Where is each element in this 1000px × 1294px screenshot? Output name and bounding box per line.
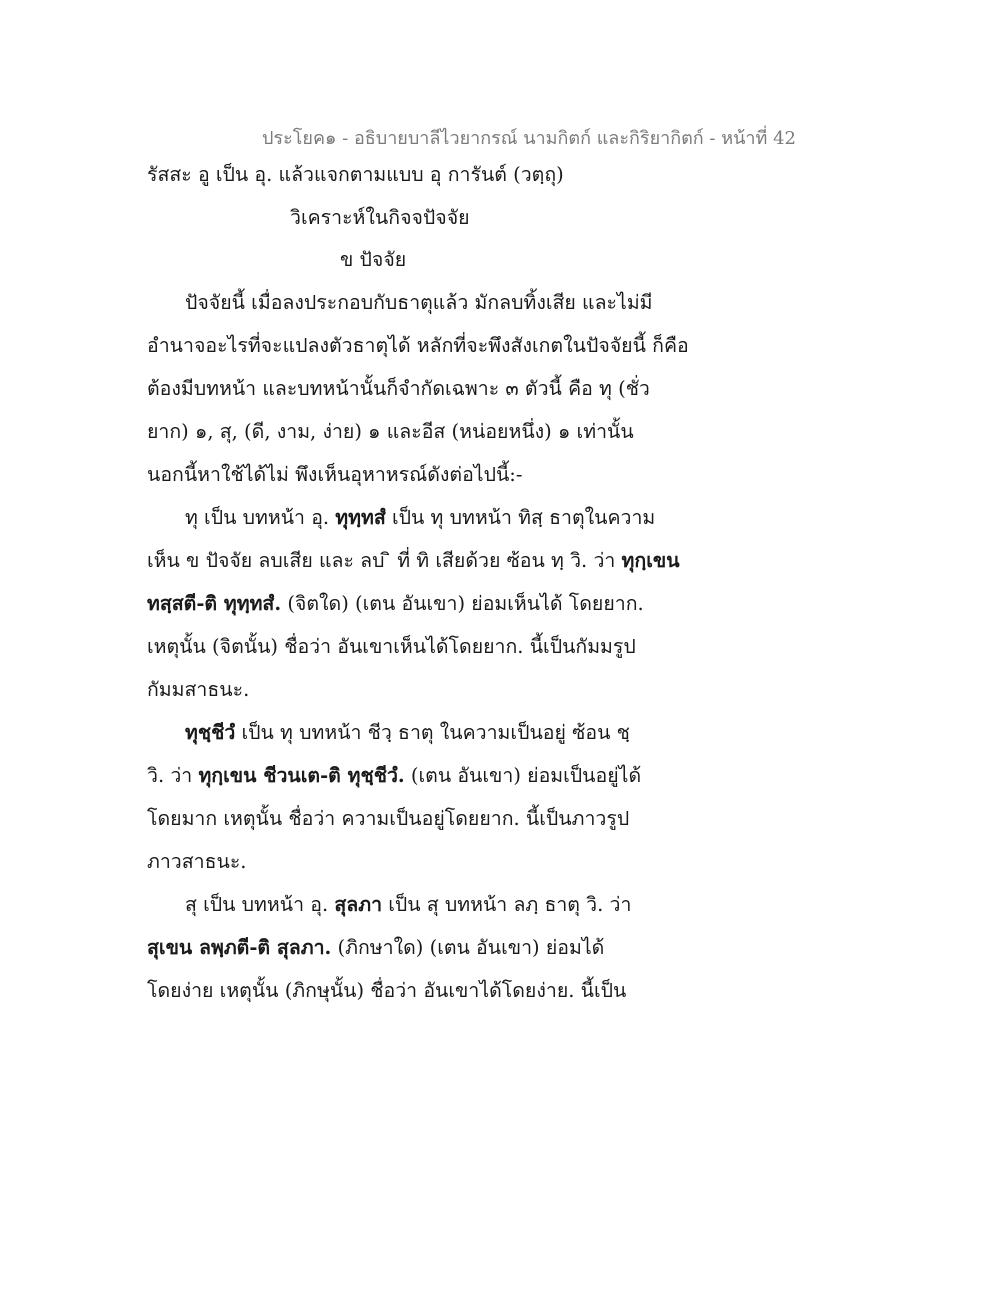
text-line <box>147 935 604 961</box>
section-heading <box>290 205 470 231</box>
text-line <box>147 806 629 832</box>
text-line <box>147 591 644 617</box>
text-run: เป็น ทุ บทหน้า ทิสฺ ธาตุในความ <box>385 506 656 529</box>
text-line <box>147 462 522 488</box>
text-run: วิ. ว่า <box>147 764 199 787</box>
bold-term: ทุกฺเขน ชีวนเต-ติ ทุชฺชีวํ. <box>198 764 405 787</box>
text-run: ต้องมีบทหน้า และบทหน้านั้นก็จำกัดเฉพาะ ๓ ตัวนี้ คือ ทุ (ชั่ว <box>147 377 650 400</box>
text-line <box>185 290 653 316</box>
text-line <box>147 978 626 1004</box>
bold-term: สุเขน ลพฺภตี-ติ สุลภา. <box>147 936 332 959</box>
text-run: ปัจจัยนี้ เมื่อลงประกอบกับธาตุแล้ว มักลบทิ้งเสีย และไม่มี <box>185 291 653 314</box>
text-run: เป็น สุ บทหน้า ลภฺ ธาตุ วิ. ว่า <box>382 893 632 916</box>
text-run: ข ปัจจัย <box>340 248 407 271</box>
bold-term: ทุทฺทสํ <box>335 506 386 529</box>
text-run: วิเคราะห์ในกิจจปัจจัย <box>290 206 470 229</box>
text-run: เป็น ทุ บทหน้า ชีวฺ ธาตุ ในความเป็นอยู่ ซ้อน ชฺ <box>235 721 630 744</box>
text-line <box>147 634 636 660</box>
text-run: (จิตใด) (เตน อันเขา) ย่อมเห็นได้ โดยยาก. <box>281 592 644 615</box>
text-line <box>147 763 641 789</box>
bold-term: ทสฺสตี-ติ ทุทฺทสํ. <box>147 592 282 615</box>
text-line <box>147 333 689 359</box>
text-run: อำนาจอะไรที่จะแปลงตัวธาตุได้ หลักที่จะพึงสังเกตในปัจจัยนี้ ก็คือ <box>147 334 689 357</box>
section-subheading <box>340 247 406 273</box>
text-run: โดยมาก เหตุนั้น ชื่อว่า ความเป็นอยู่โดยยาก. นี้เป็นภาวรูป <box>147 807 630 830</box>
text-line <box>185 505 655 531</box>
text-run: สุ เป็น บทหน้า อุ. <box>185 893 335 916</box>
text-run: กัมมสาธนะ. <box>147 678 250 701</box>
text-run: โดยง่าย เหตุนั้น (ภิกษุนั้น) ชื่อว่า อันเขาได้โดยง่าย. นี้เป็น <box>147 979 627 1002</box>
text-run: เหตุนั้น (จิตนั้น) ชื่อว่า อันเขาเห็นได้โดยยาก. นี้เป็นกัมมรูป <box>147 635 636 658</box>
text-line <box>147 162 564 188</box>
text-line <box>147 376 650 402</box>
text-run: (ภิกษาใด) (เตน อันเขา) ย่อมได้ <box>331 936 605 959</box>
text-run: ยาก) ๑, สุ, (ดี, งาม, ง่าย) ๑ และอีส (หน่อยหนึ่ง) ๑ เท่านั้น <box>147 420 634 443</box>
bold-term: สุลภา <box>334 893 383 916</box>
text-run: ทุ เป็น บทหน้า อุ. <box>185 506 336 529</box>
bold-term: ทุกฺเขน <box>621 549 680 572</box>
text-run: (เตน อันเขา) ย่อมเป็นอยู่ได้ <box>404 764 642 787</box>
text-run: เห็น ข ปัจจัย ลบเสีย และ ลบ ิ ที่ ทิ เสียด้วย ซ้อน ทฺ วิ. ว่า <box>147 549 622 572</box>
bold-term: ทุชฺชีวํ <box>185 721 236 744</box>
text-line <box>147 677 249 703</box>
text-line <box>147 548 680 574</box>
text-line <box>147 419 634 445</box>
text-run: รัสสะ อู เป็น อุ. แล้วแจกตามแบบ อุ การันต์ (วตฺถุ) <box>147 163 564 186</box>
text-line <box>185 720 630 746</box>
text-run: นอกนี้หาใช้ได้ไม่ พึงเห็นอุหาหรณ์ดังต่อไปนี้:- <box>147 463 523 486</box>
text-line <box>185 892 631 918</box>
text-run: ภาวสาธนะ. <box>147 850 247 873</box>
text-line <box>147 849 247 875</box>
page-header: ประโยค๑ - อธิบายบาลีไวยากรณ์ นามกิตก์ และกิริยากิตก์ - หน้าที่ 42 <box>262 128 796 149</box>
